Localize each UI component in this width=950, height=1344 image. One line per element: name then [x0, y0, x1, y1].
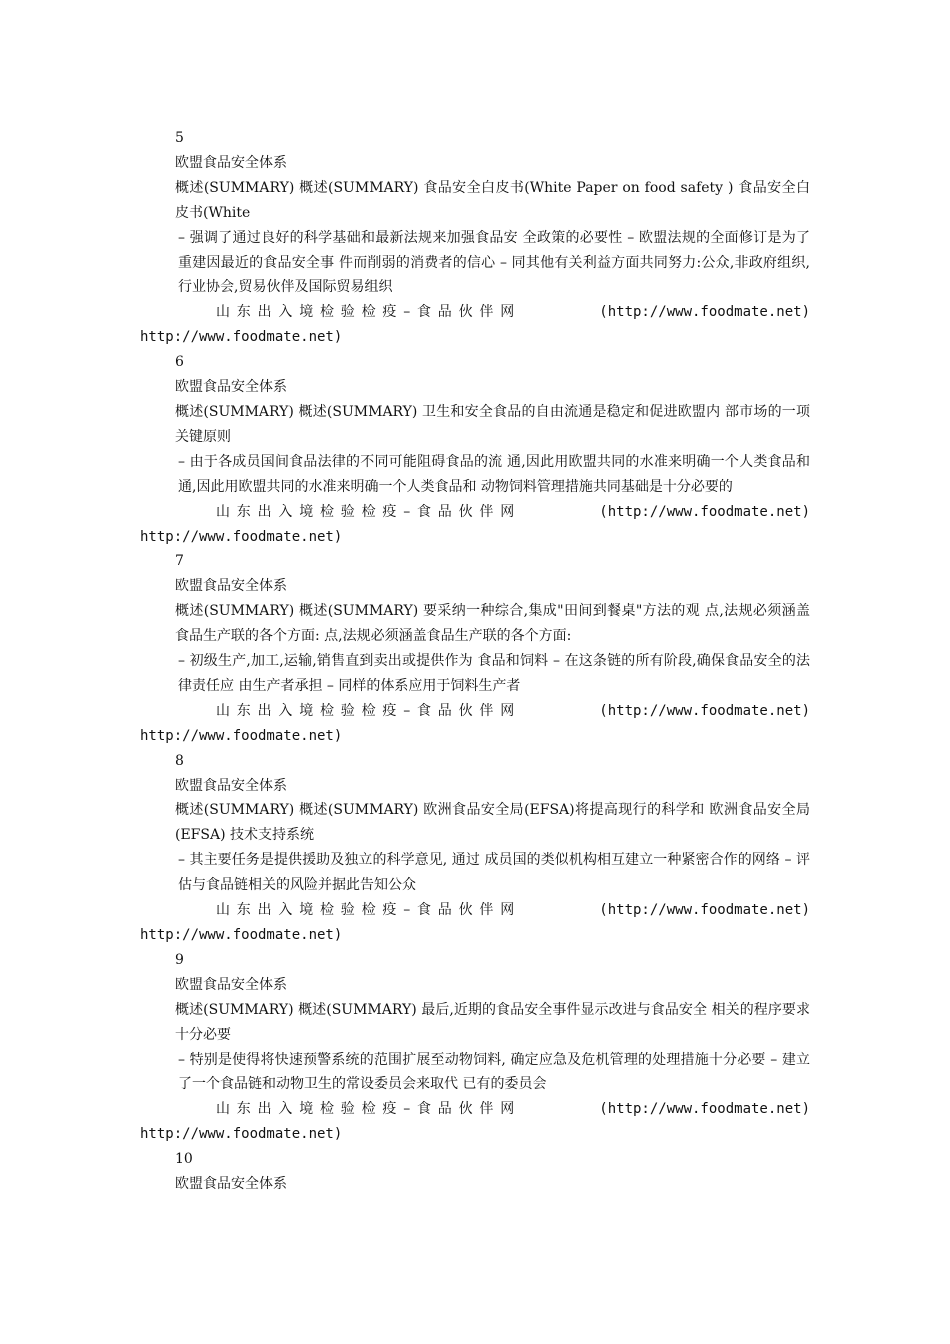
- document-body: [140, 126, 810, 1197]
- slide-title: 欧盟食品安全体系: [175, 379, 287, 396]
- slide-title: 欧盟食品安全体系: [175, 1176, 287, 1193]
- slide-bullets: – 其主要任务是提供援助及独立的科学意见, 通过 成员国的类似机构相互建立一种紧密合作的网络 – 评估与食品链相关的风险并据此告知公众: [178, 852, 810, 894]
- footer-url-paren[interactable]: (http://www.foodmate.net): [599, 902, 810, 919]
- footer-source-line: [140, 300, 810, 325]
- slide-number: 5: [175, 130, 184, 146]
- slide-block: [140, 948, 810, 1147]
- footer-site-name: 山东出入境检验检疫–食品伙伴网: [216, 702, 521, 719]
- slide-title: 欧盟食品安全体系: [175, 578, 287, 595]
- slide-title: 欧盟食品安全体系: [175, 976, 287, 993]
- slide-title: 欧盟食品安全体系: [175, 154, 287, 171]
- slide-title: 欧盟食品安全体系: [175, 777, 287, 794]
- slide-block: [140, 1147, 810, 1197]
- slide-number: 8: [175, 752, 184, 769]
- footer-site-name: 山东出入境检验检疫–食品伙伴网: [216, 902, 521, 919]
- slide-number: 6: [175, 354, 184, 371]
- footer-source-line: [140, 500, 810, 525]
- footer-source-line: [140, 898, 810, 923]
- footer-url[interactable]: http://www.foodmate.net): [140, 329, 343, 346]
- slide-summary: 概述(SUMMARY) 概述(SUMMARY) 要采纳一种综合,集成"田间到餐桌"方法的观 点,法规必须涵盖食品生产联的各个方面: 点,法规必须涵盖食品生产联的各个方面:: [175, 603, 810, 645]
- slide-number: 9: [175, 951, 184, 968]
- footer-url[interactable]: http://www.foodmate.net): [140, 528, 343, 545]
- footer-url-paren[interactable]: (http://www.foodmate.net): [599, 1101, 810, 1118]
- slide-block: [140, 126, 810, 350]
- slide-number: 7: [175, 553, 184, 570]
- slide-summary: 概述(SUMMARY) 概述(SUMMARY) 卫生和安全食品的自由流通是稳定和促进欧盟内 部市场的一项关键原则: [175, 403, 810, 445]
- slide-block: [140, 350, 810, 549]
- footer-site-name: 山东出入境检验检疫–食品伙伴网: [216, 503, 521, 520]
- slide-number: 10: [175, 1151, 193, 1168]
- slide-summary: 概述(SUMMARY) 概述(SUMMARY) 欧洲食品安全局(EFSA)将提高现行的科学和 欧洲食品安全局(EFSA) 技术支持系统: [175, 802, 810, 844]
- footer-url[interactable]: http://www.foodmate.net): [140, 927, 343, 943]
- slide-bullets: – 由于各成员国间食品法律的不同可能阻碍食品的流 通,因此用欧盟共同的水准来明确一个人类食品和 通,因此用欧盟共同的水准来明确一个人类食品和 动物饲料管理措施共同基础是十分必要的: [178, 453, 810, 495]
- slide-bullets: – 强调了通过良好的科学基础和最新法规来加强食品安 全政策的必要性 – 欧盟法规的全面修订是为了重建因最近的食品安全事 件而削弱的消费者的信心 – 同其他有关利益方面共同努力:公众,非政府组织, 行业协会,贸易伙伴及国际贸易组织: [178, 229, 810, 296]
- footer-site-name: 山东出入境检验检疫–食品伙伴网: [216, 304, 521, 321]
- footer-url[interactable]: http://www.foodmate.net): [140, 727, 343, 744]
- slide-summary: 概述(SUMMARY) 概述(SUMMARY) 最后,近期的食品安全事件显示改进与食品安全 相关的程序要求十分必要: [175, 1001, 810, 1043]
- footer-source-line: [140, 1097, 810, 1122]
- footer-url-paren[interactable]: (http://www.foodmate.net): [599, 304, 810, 321]
- footer-site-name: 山东出入境检验检疫–食品伙伴网: [216, 1101, 521, 1118]
- footer-url[interactable]: http://www.foodmate.net): [140, 1126, 343, 1143]
- footer-url-paren[interactable]: (http://www.foodmate.net): [599, 702, 810, 719]
- slide-block: [140, 549, 810, 748]
- slide-block: [140, 749, 810, 948]
- slide-bullets: – 初级生产,加工,运输,销售直到卖出或提供作为 食品和饲料 – 在这条链的所有阶段,确保食品安全的法律责任应 由生产者承担 – 同样的体系应用于饲料生产者: [178, 653, 810, 694]
- footer-source-line: [140, 699, 810, 724]
- slide-summary: 概述(SUMMARY) 概述(SUMMARY) 食品安全白皮书(White Paper on food safety ) 食品安全白皮书(White: [175, 179, 810, 221]
- slide-bullets: – 特别是使得将快速预警系统的范围扩展至动物饲料, 确定应急及危机管理的处理措施十分必要 – 建立了一个食品链和动物卫生的常设委员会来取代 已有的委员会: [178, 1051, 810, 1093]
- footer-url-paren[interactable]: (http://www.foodmate.net): [599, 503, 810, 520]
